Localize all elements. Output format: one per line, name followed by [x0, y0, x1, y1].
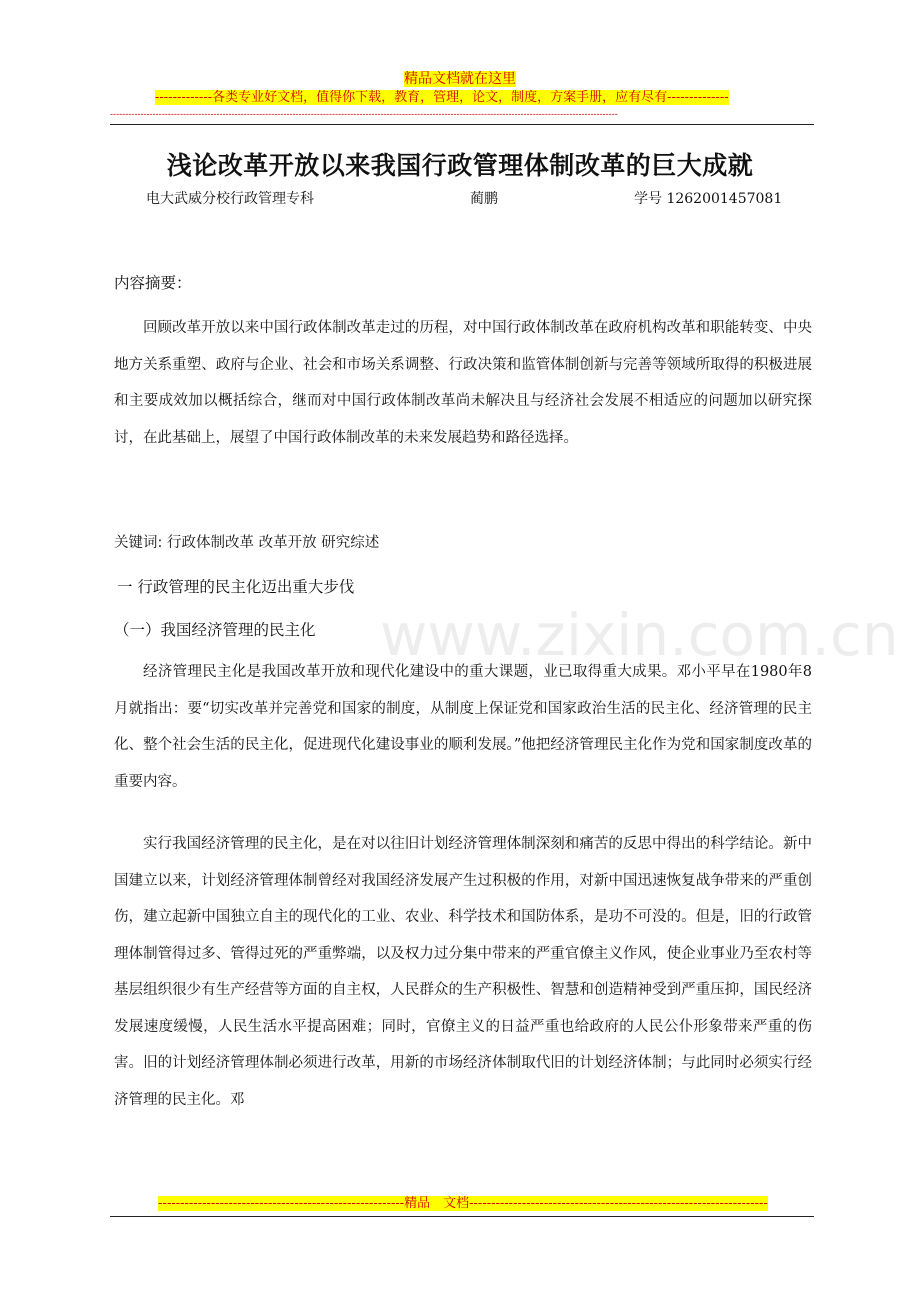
byline-student-id: 学号 1262001457081: [634, 191, 783, 207]
keywords-line: [114, 533, 379, 553]
keywords-label: 关键词:: [114, 535, 163, 551]
abstract-heading: 内容摘要：: [114, 274, 192, 292]
byline-school: 电大武威分校行政管理专科: [146, 191, 314, 207]
abstract-paragraph: 回顾改革开放以来中国行政体制改革走过的历程，对中国行政体制改革在政府机构改革和职能转变、中央地方关系重塑、政府与企业、社会和市场关系调整、行政决策和监管体制创新与完善等领域所取得的积极进展和主要成效加以概括综合，继而对中国行政体制改革尚未解决且与经济社会发展不相适应的问题加以研究探讨，在此基础上，展望了中国行政体制改革的未来发展趋势和路径选择。: [114, 320, 812, 446]
header-rule: [110, 124, 814, 125]
header-dash-line: -----------------------------------------------------------------------------------------------------------------------------------------------------------------------: [110, 110, 618, 120]
watermark-text: www.zixin.com.cn: [380, 601, 899, 669]
footer-banner: --------------------------------------------------------精品 文档--------------------------------------------------------------------: [158, 1196, 768, 1211]
footer-rule: [110, 1216, 814, 1217]
header-banner-title: 精品文档就在这里: [404, 71, 516, 87]
header-banner-tagline: -------------各类专业好文档，值得你下载，教育，管理，论文，制度，方案手册，应有尽有--------------: [155, 90, 729, 105]
document-title: 浅论改革开放以来我国行政管理体制改革的巨大成就: [166, 151, 754, 180]
body-paragraph-1: 经济管理民主化是我国改革开放和现代化建设中的重大课题，业已取得重大成果。邓小平早在1980年8月就指出：要“切实改革并完善党和国家的制度，从制度上保证党和国家政治生活的民主化、经济管理的民主化、整个社会生活的民主化，促进现代化建设事业的顺利发展。”他把经济管理民主化作为党和国家制度改革的重要内容。: [114, 664, 812, 790]
keywords-value: 行政体制改革 改革开放 研究综述: [162, 535, 380, 551]
body-paragraph-2: 实行我国经济管理的民主化，是在对以往旧计划经济管理体制深刻和痛苦的反思中得出的科学结论。新中国建立以来，计划经济管理体制曾经对我国经济发展产生过积极的作用，对新中国迅速恢复战争带来的严重创伤，建立起新中国独立自主的现代化的工业、农业、科学技术和国防体系，是功不可没的。但是，旧的行政管理体制管得过多、管得过死的严重弊端，以及权力过分集中带来的严重官僚主义作风，使企业事业乃至农村等基层组织很少有生产经营等方面的自主权，人民群众的生产积极性、智慧和创造精神受到严重压抑，国民经济发展速度缓慢，人民生活水平提高困难；同时，官僚主义的日益严重也给政府的人民公仆形象带来严重的伤害。旧的计划经济管理体制必须进行改革，用新的市场经济体制取代旧的计划经济体制；与此同时必须实行经济管理的民主化。邓: [114, 836, 812, 1108]
subsection-heading: （一）我国经济管理的民主化: [114, 621, 316, 639]
byline-author: 蔺鹏: [470, 191, 498, 207]
section-heading: 一 行政管理的民主化迈出重大步伐: [117, 578, 355, 596]
